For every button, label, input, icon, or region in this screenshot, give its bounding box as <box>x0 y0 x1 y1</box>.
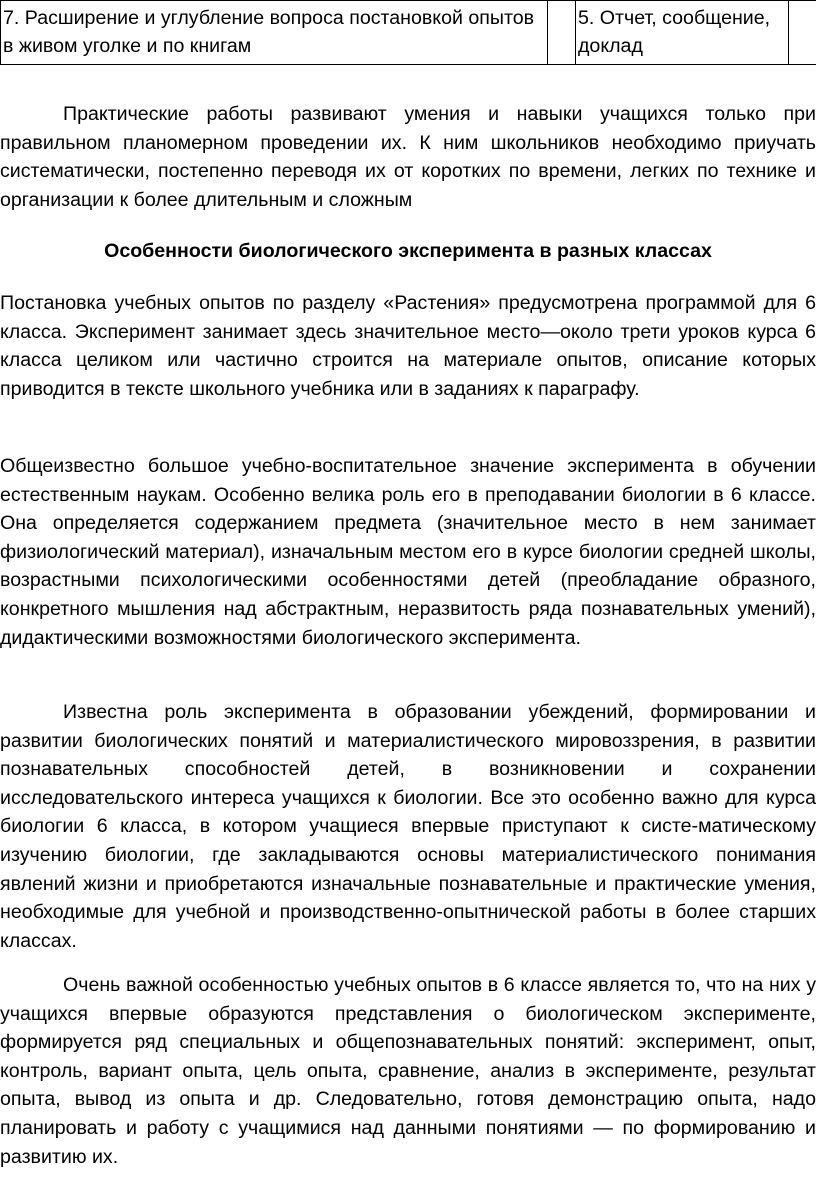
table-cell-activity: 7. Расширение и углубление вопроса постановкой опытов в живом уголке и по книгам <box>1 1 548 65</box>
table-cell-report: 5. Отчет, сообщение, доклад <box>576 1 789 65</box>
paragraph-text: Известна роль эксперимента в образовании убеждений, формировании и развитии биологических понятий и материалистического мировоззрения, в развитии познавательных способностей детей, в возникновении и сохранении исследовательского интереса учащихся к биологии. Все это особенно важно для курса биологии 6 класса, в котором учащиеся впервые приступают к систе-матическому изучению биологии, где закладываются основы материалистического понимания явлений жизни и приобретаются изначальные познавательные и практические умения, необходимые для учебной и производственно-опытнической работы в более старших классах. <box>0 701 816 952</box>
paragraph-text: Очень важной особенностью учебных опытов в 6 классе является то, что на них у учащихся впервые образуются представления о биологическом эксперименте, формируется ряд специальных и общепознавательных понятий: эксперимент, опыт, контроль, вариант опыта, цель опыта, сравнение, анализ в эксперименте, результат опыта, вывод из опыта и др. Следовательно, готовя демонстрацию опыта, надо планировать и работу с учащимися над данными понятиями — по формированию и развитию их. <box>0 974 816 1168</box>
table-row <box>1 1 816 65</box>
paragraph-plants-section <box>0 289 816 403</box>
table-cell-empty <box>548 1 576 65</box>
lesson-plan-table <box>0 0 816 65</box>
paragraph-experiment-value <box>0 452 816 652</box>
section-heading: Особенности биологического эксперимента в разных классах <box>104 240 712 262</box>
paragraph-text: Практические работы развивают умения и навыки учащихся только при правильном планомерном проведении их. К ним школьников необходимо приучать систематически, постепенно переводя их от коротких по времени, легких по технике и организации к более длительным и сложным <box>0 103 816 211</box>
paragraph-text: Постановка учебных опытов по разделу «Растения» предусмотрена программой для 6 класса. Эксперимент занимает здесь значительное место—около трети уроков курса 6 класса целиком или частично строится на материале опытов, описание которых приводится в тексте школьного учебника или в заданиях к параграфу. <box>0 292 816 400</box>
paragraph-practical-work <box>0 100 816 214</box>
paragraph-experiment-role <box>0 698 816 955</box>
paragraph-experiment-features <box>0 971 816 1171</box>
table-cell-empty <box>789 1 816 65</box>
paragraph-text: Общеизвестно большое учебно-воспитательное значение эксперимента в обучении естественным наукам. Особенно велика роль его в преподавании биологии в 6 классе. Она определяется содержанием предмета (значительное место в нем занимает физиологический материал), изначальным местом его в курсе биологии средней школы, возрастными психологическими особенностями детей (преобладание образного, конкретного мышления над абстрактным, неразвитость ряда познавательных умений), дидактическими возможностями биологического эксперимента. <box>0 455 816 649</box>
